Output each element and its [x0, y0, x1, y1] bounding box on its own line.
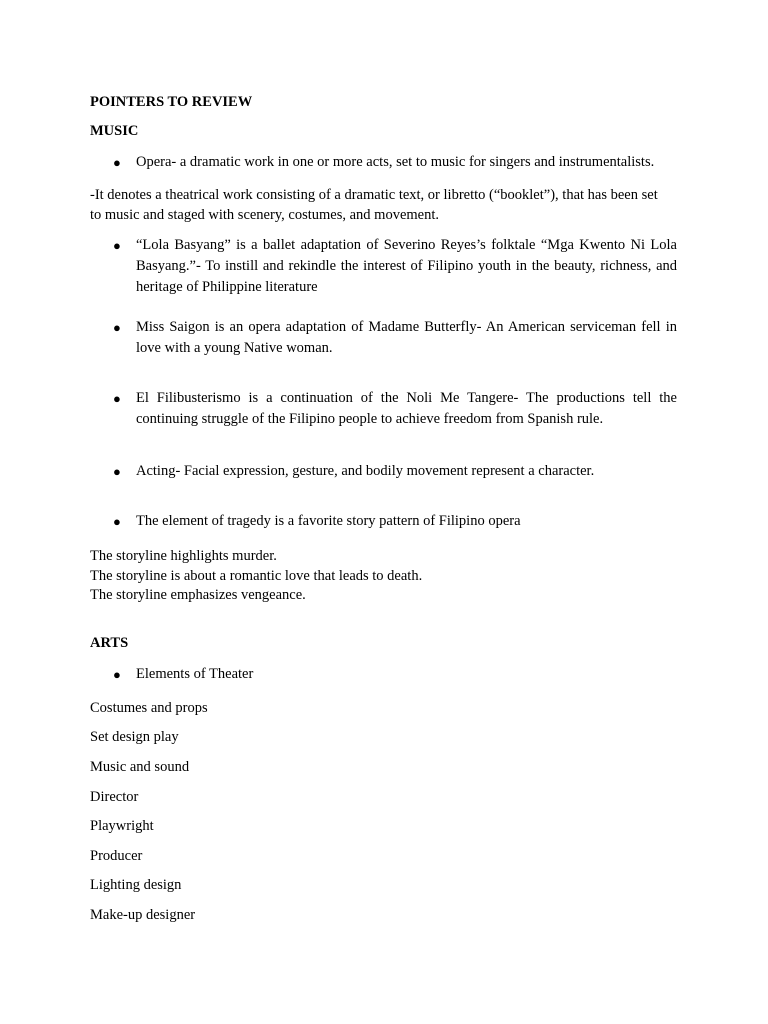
opera-paragraph: -It denotes a theatrical work consisting of a dramatic text, or libretto (“booklet”), that has been set to music and staged with scenery, costumes, and movement. [90, 187, 658, 223]
el-filibusterismo-bullet: El Filibusterismo is a continuation of the Noli Me Tangere- The productions tell the continuing struggle of the Filipino people to achieve freedom from Spanish rule. [136, 390, 677, 427]
tragedy-bullet: The element of tragedy is a favorite story pattern of Filipino opera [136, 513, 521, 529]
music-heading: MUSIC [90, 123, 139, 139]
doc-title: POINTERS TO REVIEW [90, 94, 253, 110]
bullet-marker: ● [113, 155, 121, 170]
theater-element-item: Costumes and props [90, 700, 208, 716]
theater-element-item: Set design play [90, 729, 179, 745]
theater-element-item: Lighting design [90, 877, 182, 893]
storyline-line: The storyline highlights murder. [90, 548, 277, 564]
bullet-marker: ● [113, 514, 121, 529]
bullet-marker: ● [113, 238, 121, 253]
miss-saigon-bullet: Miss Saigon is an opera adaptation of Madame Butterfly- An American serviceman fell in love with a young Native woman. [136, 319, 677, 356]
bullet-marker: ● [113, 464, 121, 479]
bullet-marker: ● [113, 320, 121, 335]
elements-of-theater-bullet: Elements of Theater [136, 666, 254, 682]
storyline-line: The storyline is about a romantic love that leads to death. [90, 568, 423, 584]
acting-bullet: Acting- Facial expression, gesture, and bodily movement represent a character. [136, 463, 595, 479]
bullet-marker: ● [113, 391, 121, 406]
opera-bullet: Opera- a dramatic work in one or more acts, set to music for singers and instrumentalists. [136, 154, 655, 170]
theater-element-item: Director [90, 789, 139, 805]
theater-element-item: Playwright [90, 818, 154, 834]
theater-element-item: Producer [90, 848, 143, 864]
bullet-marker: ● [113, 667, 121, 682]
storyline-line: The storyline emphasizes vengeance. [90, 587, 306, 603]
arts-heading: ARTS [90, 635, 129, 651]
theater-element-item: Make-up designer [90, 907, 196, 923]
lola-basyang-bullet: “Lola Basyang” is a ballet adaptation of Severino Reyes’s folktale “Mga Kwento Ni Lola Basyang.”- To instill and rekindle the interest of Filipino youth in the beauty, richness, and heritage of Philippine literature [136, 237, 677, 295]
theater-element-item: Music and sound [90, 759, 190, 775]
